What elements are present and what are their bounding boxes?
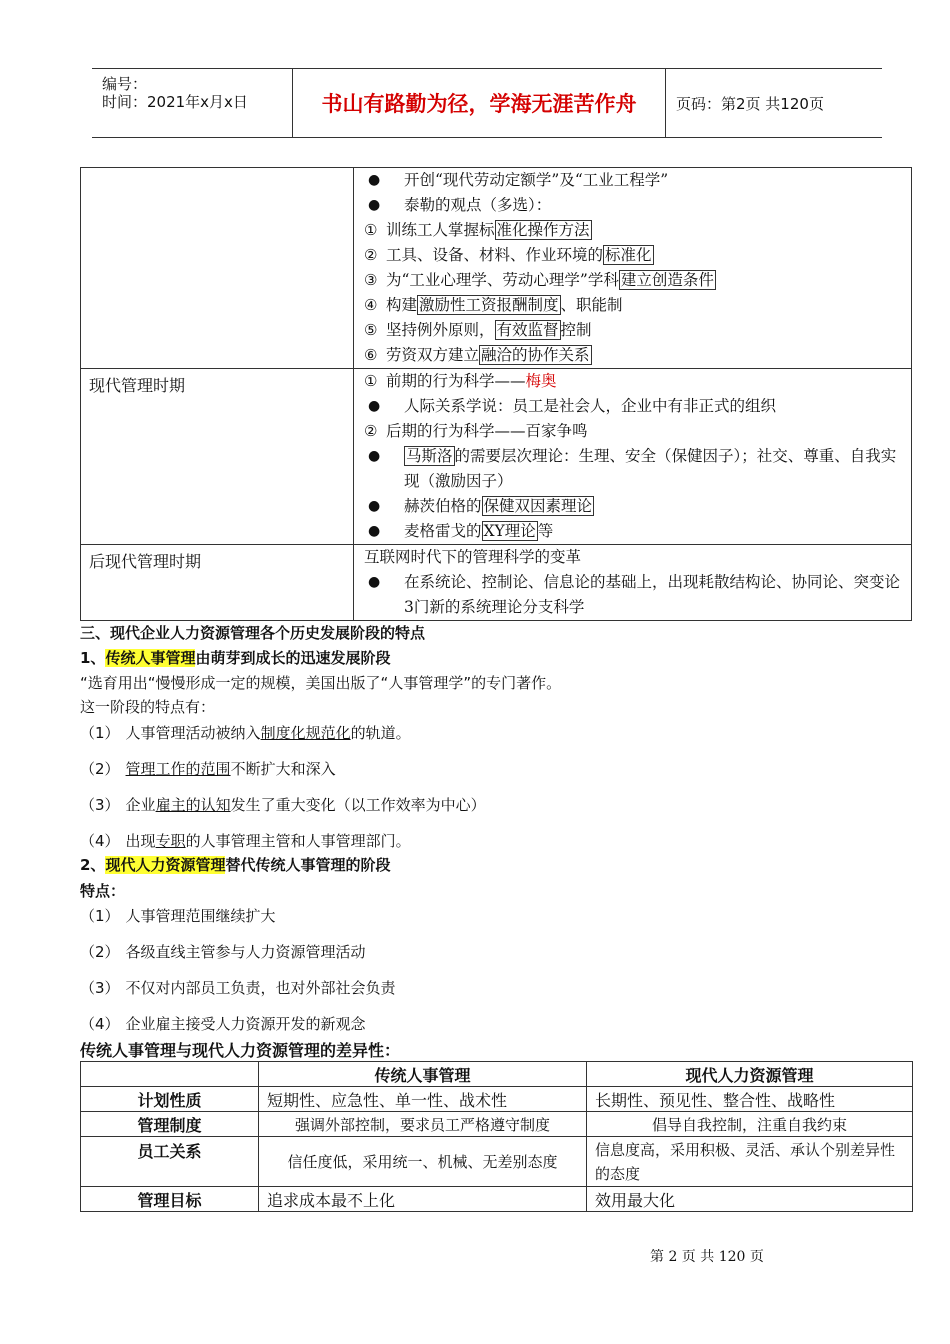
- list-item: （1） 人事管理范围继续扩大: [80, 907, 276, 925]
- header-motto-cell: [292, 69, 666, 137]
- list-item: （4） 出现专职的人事管理主管和人事管理部门。: [80, 832, 411, 850]
- row-content: [354, 168, 912, 369]
- doc-time-label: 时间：2021年x月x日: [102, 93, 248, 111]
- row-key: 计划性质: [81, 1087, 259, 1112]
- table-cell: 短期性、应急性、单一性、战术性: [259, 1087, 587, 1112]
- boxed-term: 标准化: [605, 246, 652, 264]
- list-item: ② 后期的行为科学——百家争鸣: [364, 422, 588, 440]
- stage-1-quote: “选育用出“慢慢形成一定的规模，美国出版了“人事管理学”的专门著作。: [80, 674, 562, 692]
- comparison-table: [80, 1061, 913, 1212]
- bullet-icon: ●: [368, 574, 381, 590]
- bullet-icon: ●: [368, 172, 381, 188]
- list-item: （1） 人事管理活动被纳入制度化规范化的轨道。: [80, 724, 411, 742]
- list-item: ● 马斯洛 的需要层次理论：生理、安全（保健因子）；社交、尊重、自我实现（激励因子）: [364, 444, 903, 494]
- list-item: ① 训练工人掌握标 准化操作方法: [364, 221, 590, 239]
- table-row: [81, 1137, 913, 1187]
- table-cell: 信任度低，采用统一、机械、无差别态度: [259, 1137, 587, 1187]
- list-item: ① 前期的行为科学——梅奥: [364, 372, 557, 390]
- boxed-term: 有效监督: [496, 321, 559, 339]
- list-item: ② 工具、设备、材料、作业环境的 标准化: [364, 246, 652, 264]
- row-content: [354, 369, 912, 545]
- highlighted-name: 梅奥: [525, 372, 557, 390]
- table-row: [81, 1187, 913, 1212]
- list-item: （2） 管理工作的范围不断扩大和深入: [80, 760, 336, 778]
- list-item: ⑥ 劳资双方建立 融洽的协作关系: [364, 346, 590, 364]
- table-cell: 效用最大化: [587, 1187, 913, 1212]
- list-item: ● 泰勒的观点（多选）：: [364, 193, 903, 218]
- bullet-icon: ●: [368, 498, 381, 514]
- stage-1-intro: 这一阶段的特点有：: [80, 698, 216, 716]
- list-item: ● 在系统论、控制论、信息论的基础上，出现耗散结构论、协同论、突变论3门新的系统理论分支科学: [364, 570, 903, 620]
- row-content: [354, 545, 912, 621]
- row-key: 管理制度: [81, 1112, 259, 1137]
- boxed-term: 马斯洛: [406, 447, 453, 465]
- stage-1-heading: 1、传统人事管理由萌芽到成长的迅速发展阶段: [80, 649, 391, 667]
- column-header: 传统人事管理: [259, 1062, 587, 1087]
- management-history-table: [80, 167, 912, 621]
- table-row: [81, 545, 912, 621]
- highlighted-term: 现代人力资源管理: [105, 856, 226, 874]
- list-item: ● 开创“现代劳动定额学”及“工业工程学”: [364, 168, 903, 193]
- row-label-modern: 现代管理时期: [81, 369, 354, 545]
- row-label-empty: [81, 168, 354, 369]
- list-item: ● 人际关系学说：员工是社会人，企业中有非正式的组织: [364, 394, 903, 419]
- list-item: ③ 为“工业心理学、劳动心理学”学科 建立创造条件: [364, 271, 714, 289]
- row-key: 员工关系: [81, 1137, 259, 1187]
- bullet-icon: ●: [368, 197, 381, 213]
- header-motto: 书山有路勤为径，学海无涯苦作舟: [321, 92, 637, 116]
- table-row: [81, 1087, 913, 1112]
- row-key: 管理目标: [81, 1187, 259, 1212]
- list-item: （4） 企业雇主接受人力资源开发的新观念: [80, 1015, 366, 1033]
- column-header: 现代人力资源管理: [587, 1062, 913, 1087]
- page-footer: 第 2 页 共 120 页: [650, 1249, 764, 1265]
- stage-2-intro: 特点：: [80, 882, 126, 900]
- boxed-term: 融洽的协作关系: [481, 346, 590, 364]
- table-row: [81, 369, 912, 545]
- bullet-icon: ●: [368, 398, 381, 414]
- boxed-term: XY理论: [483, 522, 536, 540]
- table-row: [81, 1112, 913, 1137]
- list-item: ⑤ 坚持例外原则， 有效监督 控制: [364, 321, 592, 339]
- stage-2-heading: 2、现代人力资源管理替代传统人事管理的阶段: [80, 856, 391, 874]
- list-item: ● 麦格雷戈的 XY理论 等: [364, 519, 903, 544]
- boxed-term: 建立创造条件: [620, 271, 714, 289]
- table-cell: 倡导自我控制，注重自我约束: [587, 1112, 913, 1137]
- bullet-icon: ●: [368, 523, 381, 539]
- list-item: 互联网时代下的管理科学的变革: [364, 548, 582, 566]
- table-row: [81, 168, 912, 369]
- column-header: [81, 1062, 259, 1087]
- page-header: [92, 68, 882, 138]
- doc-number-label: 编号：: [102, 75, 148, 93]
- table-cell: 强调外部控制，要求员工严格遵守制度: [259, 1112, 587, 1137]
- table-cell: 长期性、预见性、整合性、战略性: [587, 1087, 913, 1112]
- highlighted-term: 传统人事管理: [105, 649, 196, 667]
- list-item: （2） 各级直线主管参与人力资源管理活动: [80, 943, 366, 961]
- compare-title: 传统人事管理与现代人力资源管理的差异性：: [80, 1041, 401, 1060]
- boxed-term: 激励性工资报酬制度: [419, 296, 559, 314]
- boxed-term: 保健双因素理论: [483, 497, 593, 515]
- header-page-label: 页码：第2页 共120页: [676, 94, 824, 113]
- boxed-term: 准化操作方法: [496, 221, 590, 239]
- table-header-row: [81, 1062, 913, 1087]
- table-cell: 信息度高，采用积极、灵活、承认个别差异性的态度: [587, 1137, 913, 1187]
- list-item: ④ 构建 激励性工资报酬制度 、职能制: [364, 296, 623, 314]
- list-item: ● 赫茨伯格的 保健双因素理论: [364, 494, 903, 519]
- header-meta: [92, 69, 292, 137]
- bullet-icon: ●: [368, 448, 381, 464]
- row-label-postmodern: 后现代管理时期: [81, 545, 354, 621]
- section-heading: 三、现代企业人力资源管理各个历史发展阶段的特点: [80, 624, 426, 642]
- table-cell: 追求成本最不上化: [259, 1187, 587, 1212]
- list-item: （3） 不仅对内部员工负责，也对外部社会负责: [80, 979, 396, 997]
- list-item: （3） 企业雇主的认知发生了重大变化（以工作效率为中心）: [80, 796, 486, 814]
